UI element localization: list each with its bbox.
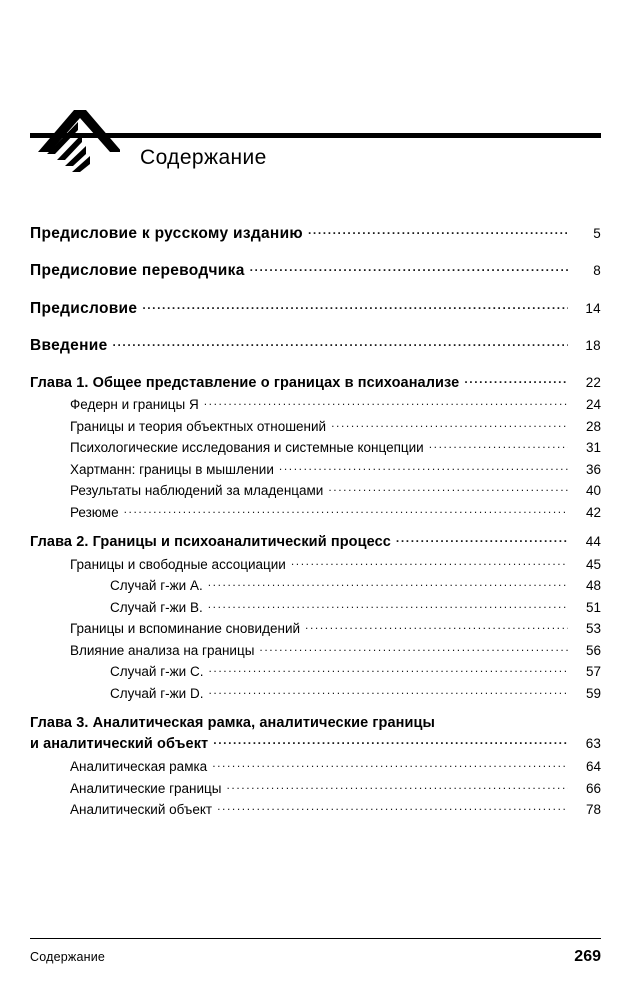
toc-entry-label: Хартманн: границы в мышлении [70, 461, 274, 477]
toc-entry-label: Случай г-жи A. [110, 578, 203, 593]
toc-dot-leader [226, 779, 568, 793]
toc-entry-page-number: 51 [585, 599, 601, 615]
toc-entry-label: Психологические исследования и системные концепции [70, 440, 424, 455]
toc-entry-label: Аналитические границы [70, 780, 222, 796]
toc-dot-leader [208, 684, 568, 698]
page-header [30, 104, 601, 190]
toc-dot-leader [429, 439, 568, 453]
toc-entry-page-number: 66 [585, 780, 601, 796]
toc-entry-page-number: 5 [593, 225, 601, 241]
toc-entry-label: Случай г-жи B. [110, 599, 203, 615]
toc-dot-leader [464, 372, 568, 387]
toc-entry-page-number: 53 [585, 621, 601, 636]
toc-entry-label: Границы и теория объектных отношений [70, 418, 327, 434]
toc-entry-label: Резюме [70, 504, 119, 520]
toc-entry-label: Глава 2. Границы и психоаналитический процесс [30, 534, 391, 550]
toc-entry[interactable] [30, 335, 601, 356]
toc-entry[interactable] [30, 396, 601, 413]
toc-entry-label: Случай г-жи D. [110, 685, 204, 701]
chevron-bookmark-logo-icon [34, 104, 120, 180]
toc-entry[interactable] [30, 460, 601, 477]
toc-dot-leader [250, 260, 568, 276]
footer-divider [30, 938, 601, 939]
toc-entry-page-number: 42 [585, 504, 601, 520]
toc-entry[interactable] [30, 779, 601, 796]
footer-page-number: 269 [574, 948, 601, 965]
header-divider [30, 133, 601, 138]
toc-entry-label: Глава 3. Аналитическая рамка, аналитические границы [30, 715, 436, 731]
toc-dot-leader [113, 335, 568, 351]
toc-entry-label: Результаты наблюдений за младенцами [70, 483, 324, 498]
toc-dot-leader [142, 297, 568, 313]
toc-entry-page-number: 24 [585, 397, 601, 412]
toc-dot-leader [213, 733, 568, 748]
toc-entry[interactable] [30, 297, 601, 318]
toc-entry[interactable] [30, 733, 601, 752]
page-footer [30, 948, 601, 966]
toc-entry-label: Глава 1. Общее представление о границах в психоанализе [30, 374, 460, 391]
toc-entry-page-number: 31 [585, 440, 601, 455]
toc-entry[interactable] [30, 598, 601, 615]
toc-entry-label: Случай г-жи C. [110, 664, 204, 679]
toc-entry-page-number: 78 [585, 802, 601, 817]
toc-dot-leader [328, 482, 568, 496]
toc-dot-leader [204, 396, 568, 410]
toc-entry[interactable] [30, 555, 601, 572]
toc-entry-page-number: 28 [585, 418, 601, 434]
toc-entry-page-number: 63 [585, 735, 601, 751]
toc-entry-label: Границы и свободные ассоциации [70, 556, 286, 572]
toc-dot-leader [208, 577, 568, 591]
page-title: Содержание [140, 146, 267, 169]
toc-entry-page-number: 36 [585, 461, 601, 477]
toc-entry[interactable] [30, 684, 601, 701]
toc-entry-page-number: 48 [585, 578, 601, 593]
toc-entry-label: Введение [30, 337, 108, 354]
toc-entry[interactable] [30, 260, 601, 281]
toc-entry[interactable] [30, 577, 601, 594]
toc-entry-page-number: 59 [585, 685, 601, 701]
toc-entry[interactable] [30, 482, 601, 499]
toc-entry-page-number: 14 [585, 300, 601, 316]
toc-dot-leader [331, 417, 568, 431]
toc-entry-label: Аналитический объект [70, 802, 213, 817]
toc-dot-leader [124, 503, 568, 517]
toc-dot-leader [217, 801, 568, 815]
toc-dot-leader [396, 532, 568, 547]
toc-entry-page-number: 44 [585, 534, 601, 549]
toc-dot-leader [308, 222, 568, 238]
toc-entry[interactable] [30, 372, 601, 391]
toc-entry-label: Границы и вспоминание сновидений [70, 621, 301, 636]
toc-entry-label: Аналитическая рамка [70, 759, 208, 774]
toc-entry-page-number: 18 [585, 338, 601, 353]
table-of-contents [30, 222, 601, 822]
toc-dot-leader [279, 460, 568, 474]
toc-entry-page-number: 64 [585, 759, 601, 774]
toc-entry[interactable] [30, 801, 601, 818]
toc-entry[interactable] [30, 417, 601, 434]
toc-entry-page-number: 22 [585, 374, 601, 390]
toc-dot-leader [208, 598, 568, 612]
toc-entry[interactable] [30, 222, 601, 243]
toc-entry-label: Предисловие [30, 299, 138, 317]
toc-entry-label: Федерн и границы Я [70, 397, 199, 412]
toc-entry[interactable] [30, 713, 601, 732]
toc-dot-leader [212, 758, 568, 772]
toc-dot-leader [305, 620, 568, 634]
toc-entry-label: Предисловие переводчика [30, 262, 245, 279]
toc-entry[interactable] [30, 439, 601, 456]
toc-entry[interactable] [30, 532, 601, 551]
toc-entry-label: и аналитический объект [30, 735, 209, 752]
toc-entry[interactable] [30, 663, 601, 680]
toc-entry-label: Влияние анализа на границы [70, 642, 255, 658]
toc-entry-page-number: 40 [585, 483, 601, 498]
toc-entry-page-number: 8 [593, 263, 601, 278]
toc-entry[interactable] [30, 758, 601, 775]
toc-dot-leader [208, 663, 568, 677]
toc-dot-leader [259, 641, 568, 655]
footer-section-label: Содержание [30, 950, 106, 964]
toc-entry-page-number: 45 [585, 556, 601, 572]
toc-entry[interactable] [30, 503, 601, 520]
toc-entry[interactable] [30, 620, 601, 637]
toc-entry-page-number: 57 [585, 664, 601, 679]
toc-entry-page-number: 56 [585, 642, 601, 658]
toc-entry-label: Предисловие к русскому изданию [30, 224, 303, 242]
toc-dot-leader [291, 555, 568, 569]
toc-entry[interactable] [30, 641, 601, 658]
